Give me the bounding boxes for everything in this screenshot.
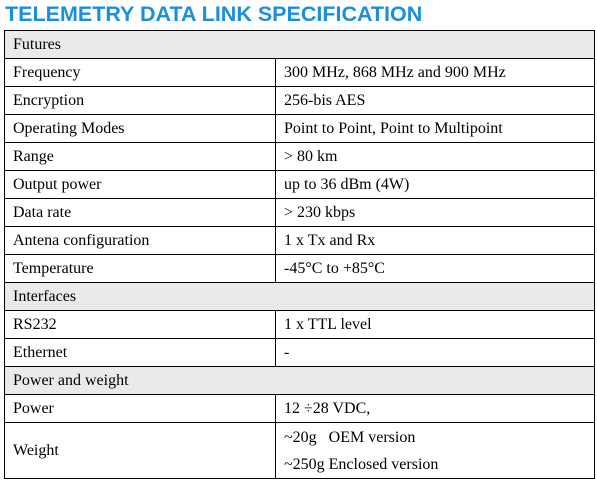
page-title: TELEMETRY DATA LINK SPECIFICATION	[5, 2, 423, 26]
row-label: Frequency	[5, 59, 276, 87]
section-header-interfaces	[5, 283, 595, 311]
table-row	[5, 59, 595, 87]
section-heading: Futures	[5, 31, 595, 59]
row-label: Operating Modes	[5, 115, 276, 143]
table-row	[5, 395, 595, 423]
row-label: Range	[5, 143, 276, 171]
row-label: Data rate	[5, 199, 276, 227]
table-row	[5, 255, 595, 283]
row-label: Weight	[5, 423, 276, 479]
row-value: -	[276, 339, 595, 367]
table-row	[5, 311, 595, 339]
row-value-line: ~20g OEM version	[284, 428, 416, 446]
row-label: RS232	[5, 311, 276, 339]
row-value: Point to Point, Point to Multipoint	[276, 115, 595, 143]
row-label: Output power	[5, 171, 276, 199]
row-value: 256-bis AES	[276, 87, 595, 115]
row-label: Ethernet	[5, 339, 276, 367]
row-value: -45°C to +85°C	[276, 255, 595, 283]
row-value: 1 x Tx and Rx	[276, 227, 595, 255]
table-row	[5, 339, 595, 367]
row-value: 300 MHz, 868 MHz and 900 MHz	[276, 59, 595, 87]
specification-table	[4, 30, 595, 479]
row-value: 1 x TTL level	[276, 311, 595, 339]
table-row	[5, 143, 595, 171]
row-value: up to 36 dBm (4W)	[276, 171, 595, 199]
table-row	[5, 199, 595, 227]
section-heading: Power and weight	[5, 367, 595, 395]
table-row	[5, 423, 595, 479]
row-value	[276, 423, 595, 479]
row-label: Encryption	[5, 87, 276, 115]
table-row	[5, 87, 595, 115]
table-row	[5, 227, 595, 255]
row-label: Antena configuration	[5, 227, 276, 255]
table-row	[5, 171, 595, 199]
table-row	[5, 115, 595, 143]
section-header-futures	[5, 31, 595, 59]
section-heading: Interfaces	[5, 283, 595, 311]
row-label: Temperature	[5, 255, 276, 283]
row-value: > 80 km	[276, 143, 595, 171]
row-label: Power	[5, 395, 276, 423]
row-value-line: ~250g Enclosed version	[284, 455, 439, 473]
section-header-power-weight	[5, 367, 595, 395]
row-value: 12 ÷28 VDC,	[276, 395, 595, 423]
row-value: > 230 kbps	[276, 199, 595, 227]
